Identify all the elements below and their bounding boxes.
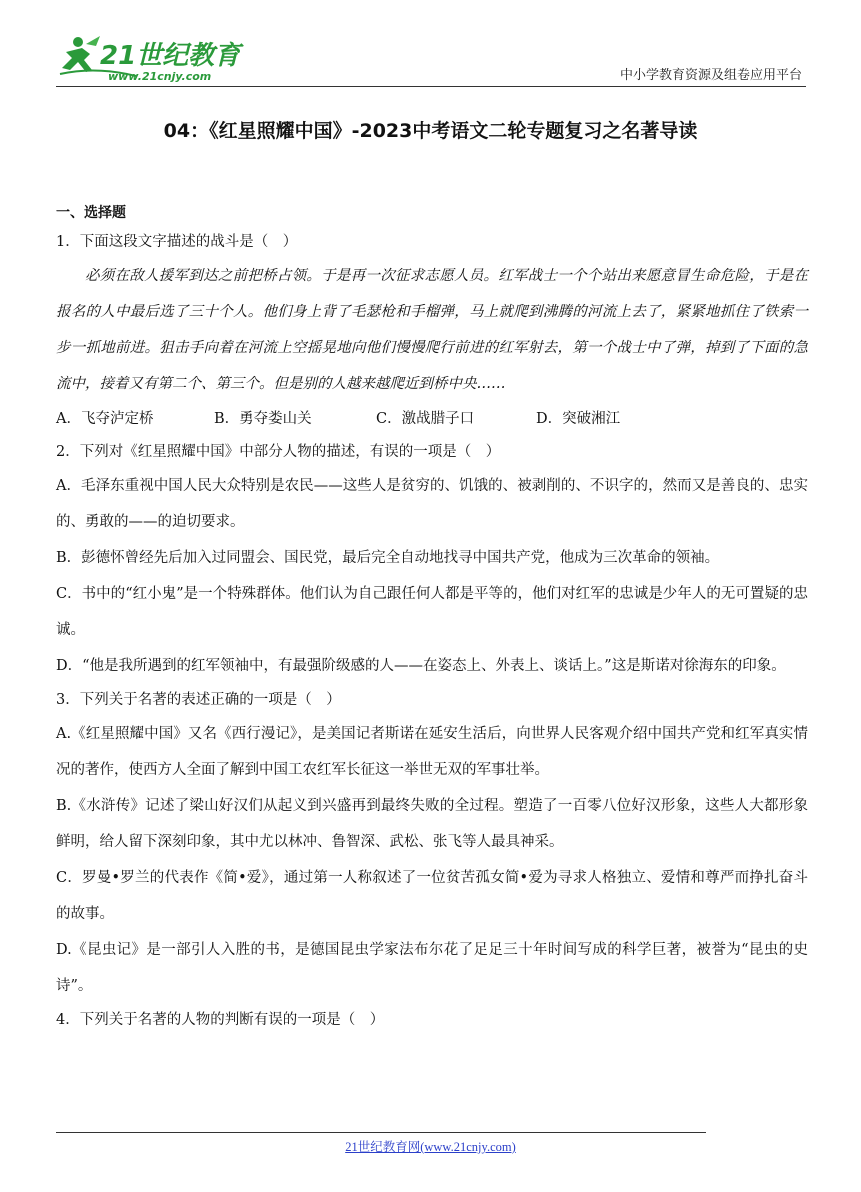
option-d[interactable]: D.《昆虫记》是一部引人入胜的书，是德国昆虫学家法布尔花了足足三十年时间写成的科学巨著，被誉为“昆虫的史诗”。 xyxy=(56,942,808,994)
option-a[interactable]: A.《红星照耀中国》又名《西行漫记》，是美国记者斯诺在延安生活后，向世界人民客观介绍中国共产党和红军真实情况的著作，使西方人全面了解到中国工农红军长征这一举世无双的军事壮举。 xyxy=(56,726,808,778)
question-1-passage: 必须在敌人援军到达之前把桥占领。于是再一次征求志愿人员。红军战士一个个站出来愿意冒生命危险，于是在报名的人中最后选了三十个人。他们身上背了毛瑟枪和手榴弹，马上就爬到沸腾的河流上去了，紧紧地抓住了铁索一步一抓地前进。狙击手向着在河流上空摇晃地向他们慢慢爬行前进的红军射去，第一个战士中了弹，掉到了下面的急流中，接着又有第二个、第三个。但是别的人越来越爬近到桥中央…… xyxy=(56,268,808,392)
document-body xyxy=(56,200,808,1036)
question-1-stem: 1．下面这段文字描述的战斗是（ ） xyxy=(56,234,298,250)
option-b[interactable]: B.《水浒传》记述了梁山好汉们从起义到兴盛再到最终失败的全过程。塑造了一百零八位好汉形象，这些人大都形象鲜明，给人留下深刻印象，其中尤以林冲、鲁智深、武松、张飞等人最具神采。 xyxy=(56,798,808,850)
option-a[interactable]: A．毛泽东重视中国人民大众特别是农民——这些人是贫穷的、饥饿的、被剥削的、不识字的，然而又是善良的、忠实的、勇敢的——的迫切要求。 xyxy=(56,478,808,530)
option-c[interactable]: C．罗曼•罗兰的代表作《简•爱》，通过第一人称叙述了一位贫苦孤女简•爱为寻求人格独立、爱情和尊严而挣扎奋斗的故事。 xyxy=(56,870,808,922)
header-divider xyxy=(56,86,806,87)
footer-divider xyxy=(56,1132,706,1133)
option-b[interactable]: B．勇夺娄山关 xyxy=(214,411,312,427)
question-3-stem: 3．下列关于名著的表述正确的一项是（ ） xyxy=(56,692,341,708)
logo-text: 21世纪教育 xyxy=(100,41,241,71)
option-b[interactable]: B．彭德怀曾经先后加入过同盟会、国民党，最后完全自动地找寻中国共产党，他成为三次革命的领袖。 xyxy=(56,550,720,566)
option-d[interactable]: D．“他是我所遇到的红军领袖中，有最强阶级感的人——在姿态上、外表上、谈话上。”这是斯诺对徐海东的印象。 xyxy=(56,658,786,674)
logo-url: www.21cnjy.com xyxy=(108,70,212,83)
section-heading: 一、选择题 xyxy=(56,205,126,221)
platform-label: 中小学教育资源及组卷应用平台 xyxy=(619,68,802,83)
page-header xyxy=(56,30,808,86)
runner-logo-icon xyxy=(56,30,246,86)
option-d[interactable]: D．突破湘江 xyxy=(536,411,621,427)
option-a[interactable]: A．飞夺泸定桥 xyxy=(56,411,154,427)
footer-link[interactable]: 21世纪教育网(www.21cnjy.com) xyxy=(345,1140,516,1154)
option-c[interactable]: C．激战腊子口 xyxy=(376,411,475,427)
page-title: 04：《红星照耀中国》-2023中考语文二轮专题复习之名著导读 xyxy=(163,120,698,142)
option-c[interactable]: C．书中的“红小鬼”是一个特殊群体。他们认为自己跟任何人都是平等的，他们对红军的忠诚是少年人的无可置疑的忠诚。 xyxy=(56,586,808,638)
question-1-options xyxy=(56,402,808,436)
question-4-stem: 4．下列关于名著的人物的判断有误的一项是（ ） xyxy=(56,1012,385,1028)
site-logo[interactable] xyxy=(56,30,246,86)
question-2-stem: 2．下列对《红星照耀中国》中部分人物的描述，有误的一项是（ ） xyxy=(56,444,501,460)
